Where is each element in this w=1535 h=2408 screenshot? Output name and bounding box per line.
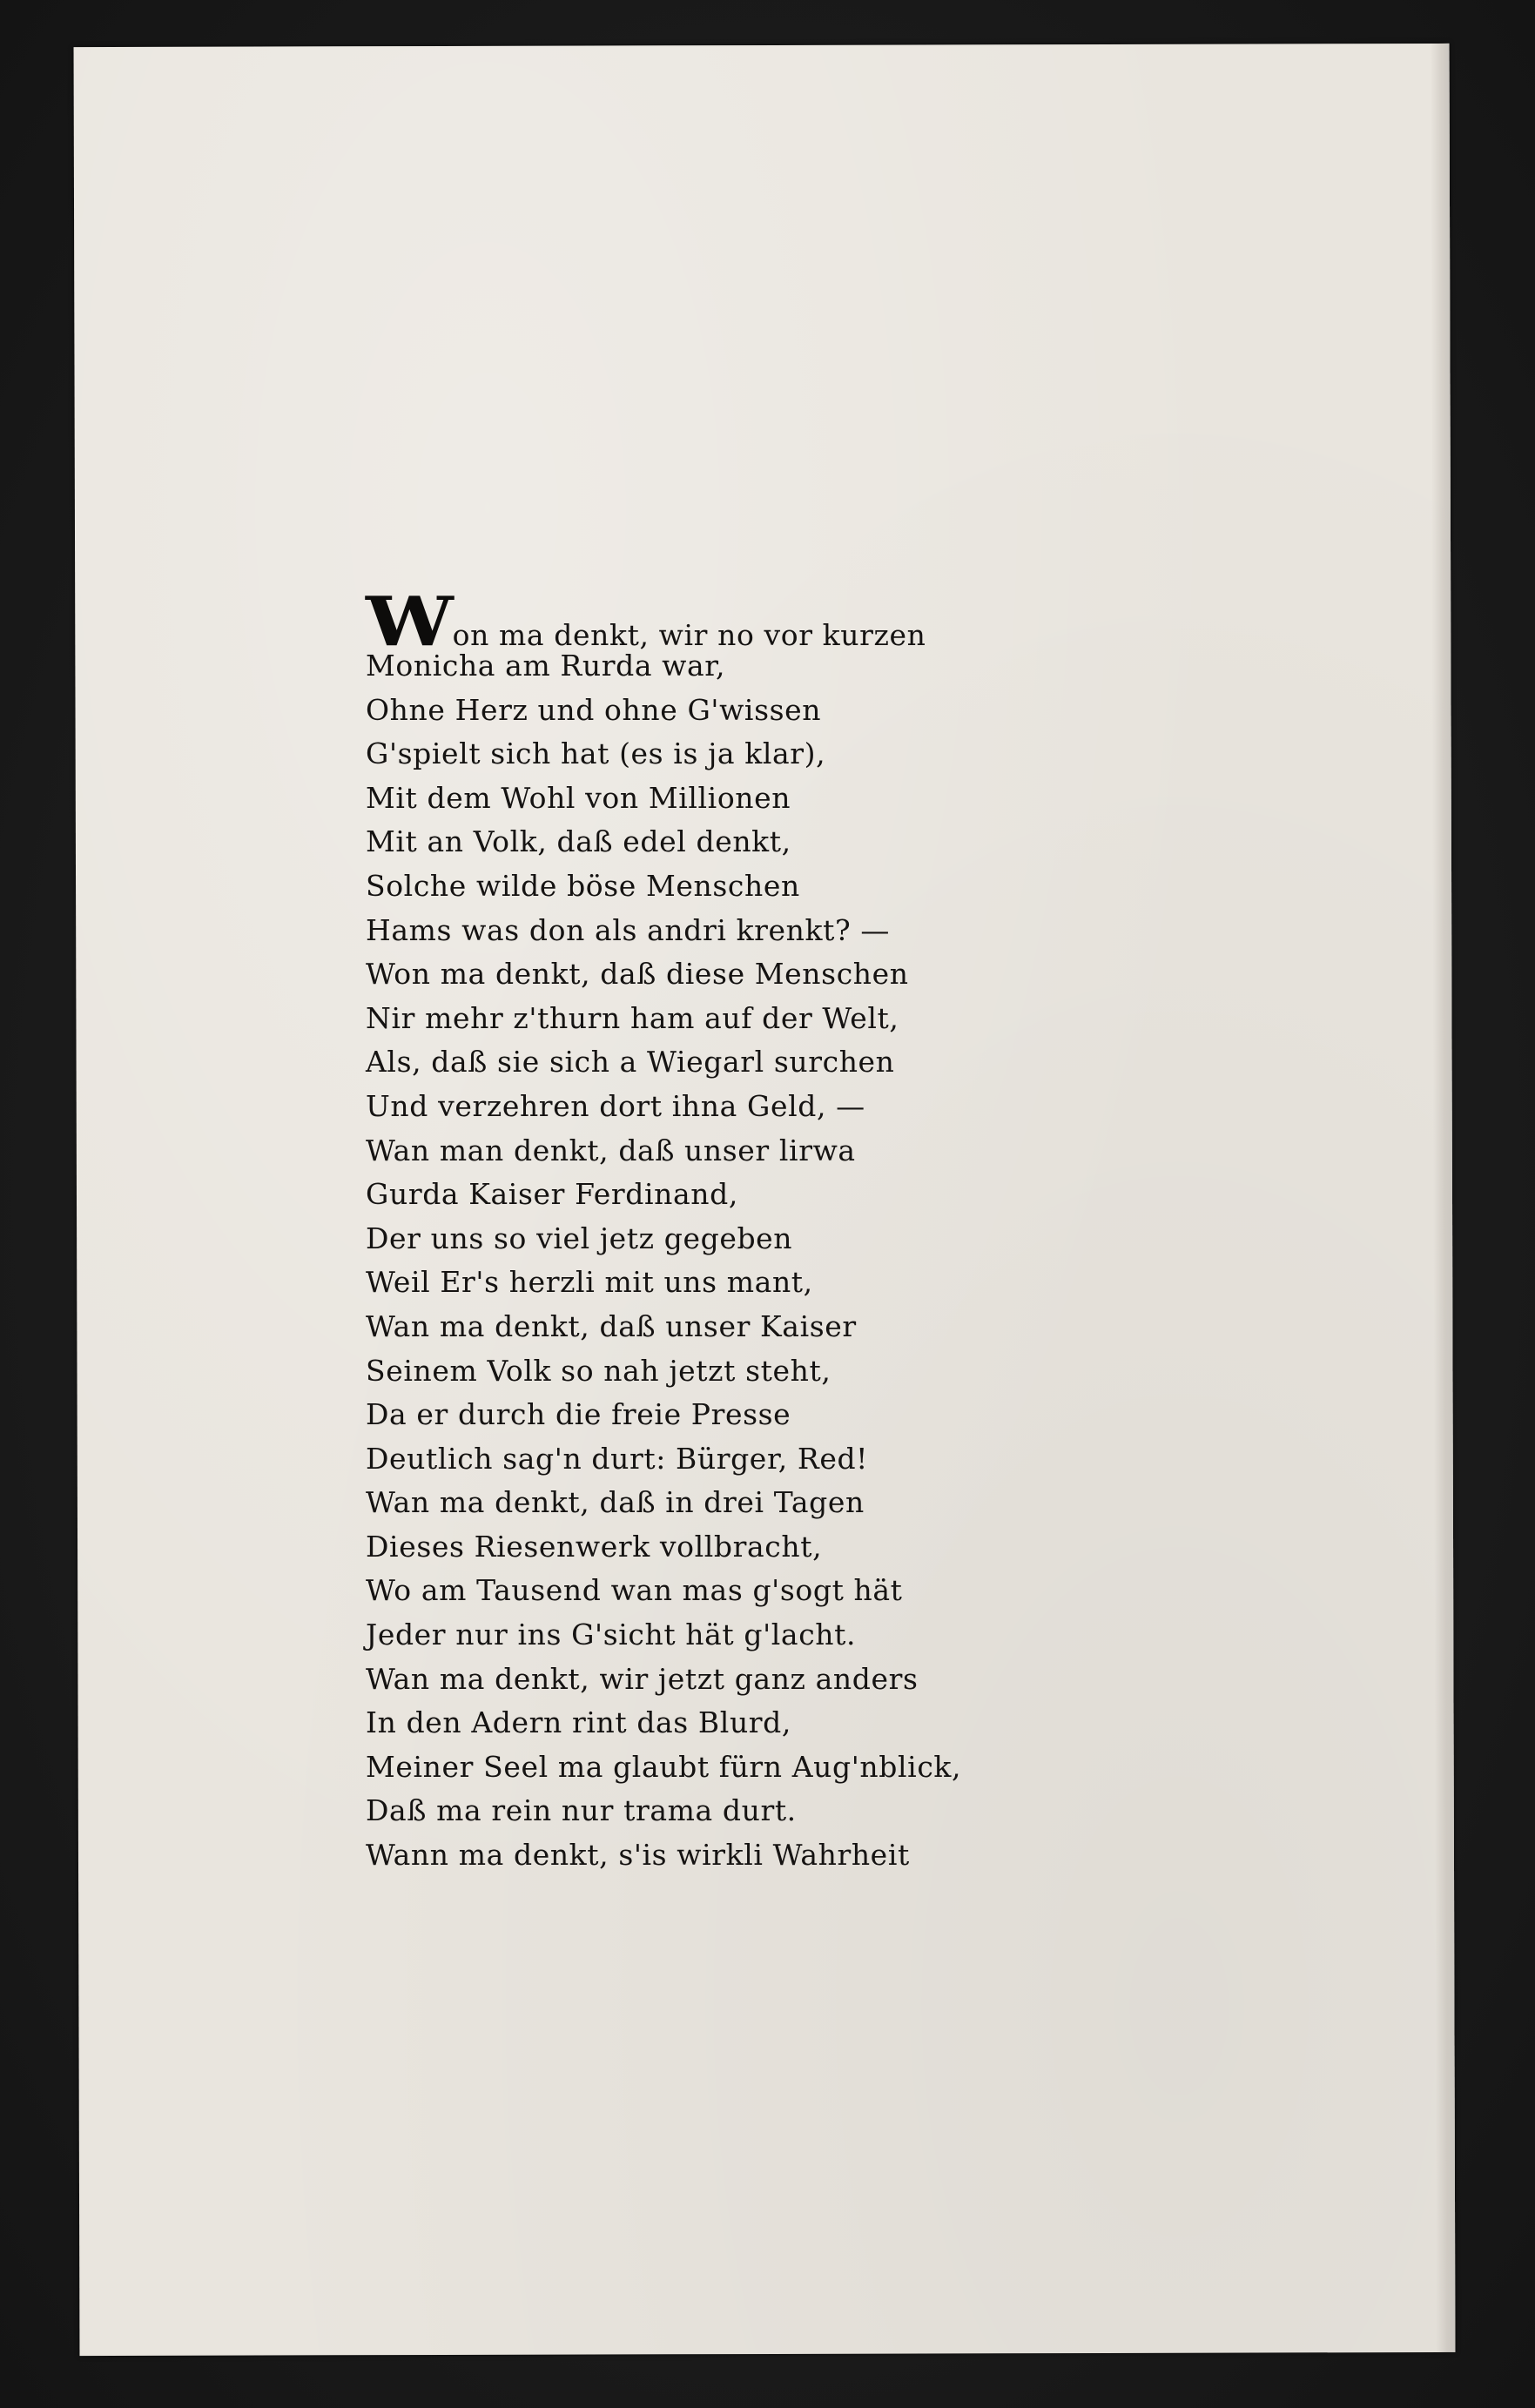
- poem-first-line: [366, 582, 1149, 662]
- poem-line: Wan man denkt, daß unser lirwa: [366, 1133, 856, 1167]
- poem-line: Hams was don als andri krenkt? —: [366, 912, 890, 947]
- poem-line: Mit dem Wohl von Millionen: [366, 780, 791, 815]
- poem-line: Wan ma denkt, wir jetzt ganz anders: [366, 1661, 919, 1696]
- poem-line: Wann ma denkt, s'is wirkli Wahrheit: [366, 1838, 910, 1873]
- poem-line: Wan ma denkt, daß unser Kaiser: [366, 1308, 857, 1343]
- poem-line: Gurda Kaiser Ferdinand,: [366, 1177, 738, 1212]
- poem-line: Weil Er's herzli mit uns mant,: [366, 1265, 813, 1300]
- poem-line: Wo am Tausend wan mas g'sogt hät: [366, 1573, 903, 1608]
- poem-line: Ohne Herz und ohne G'wissen: [366, 692, 822, 727]
- poem-line: Als, daß sie sich a Wiegarl surchen: [366, 1045, 895, 1080]
- poem-text: [366, 582, 1149, 1878]
- poem-line: Jeder nur ins G'sicht hät g'lacht.: [366, 1618, 857, 1652]
- poem-line: Solche wilde böse Menschen: [366, 868, 800, 903]
- poem-line: G'spielt sich hat (es is ja klar),: [366, 737, 826, 771]
- poem-line: Deutlich sag'n durt: Bürger, Red!: [366, 1441, 869, 1476]
- poem-line: In den Adern rint das Blurd,: [366, 1705, 791, 1740]
- poem-line: Dieses Riesenwerk vollbracht,: [366, 1529, 823, 1564]
- first-line-text: on ma denkt, wir no vor kurzen: [452, 618, 926, 652]
- poem-line: Meiner Seel ma glaubt fürn Aug'nblick,: [366, 1749, 962, 1784]
- poem-line: Seinem Volk so nah jetzt steht,: [366, 1353, 831, 1388]
- poem-line: Wan ma denkt, daß in drei Tagen: [366, 1485, 865, 1520]
- poem-line: Da er durch die freie Presse: [366, 1397, 791, 1432]
- poem-line: Monicha am Rurda war,: [366, 649, 726, 683]
- poem-line: Won ma denkt, daß diese Menschen: [366, 957, 909, 992]
- poem-line: Mit an Volk, daß edel denkt,: [366, 824, 791, 859]
- poem-line: Der uns so viel jetz gegeben: [366, 1221, 793, 1255]
- poem-line: Daß ma rein nur trama durt.: [366, 1793, 797, 1828]
- poem-line: Und verzehren dort ihna Geld, —: [366, 1088, 865, 1123]
- poem-line: Nir mehr z'thurn ham auf der Welt,: [366, 1000, 899, 1035]
- decorated-initial: W: [366, 582, 452, 662]
